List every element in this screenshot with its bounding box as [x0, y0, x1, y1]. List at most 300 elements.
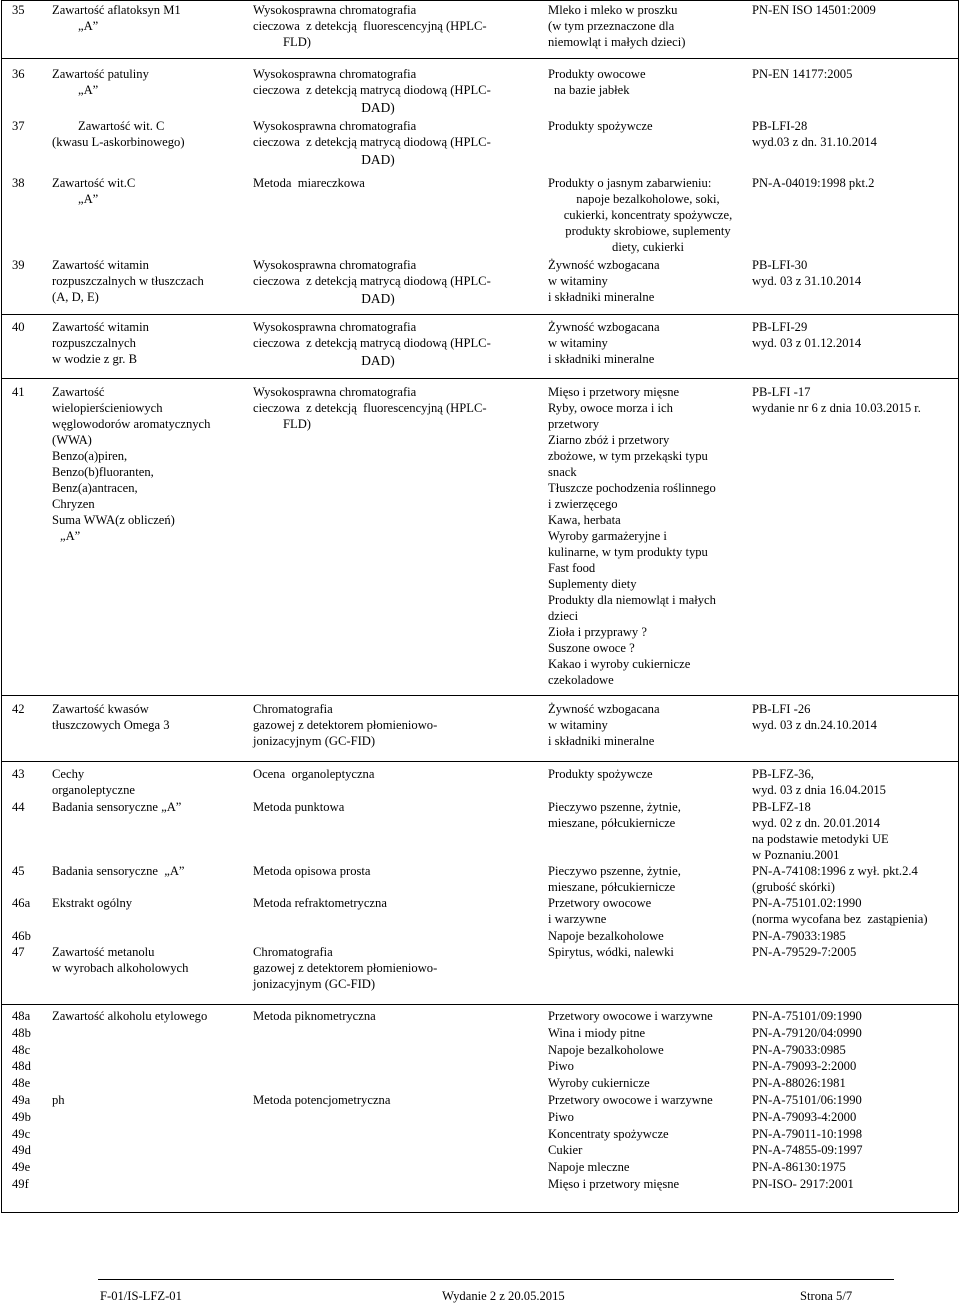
- text-line: Chromatografia: [253, 945, 333, 959]
- text-line: 40: [12, 320, 25, 334]
- text-line: Przetwory owocowe i warzywne: [548, 1009, 713, 1023]
- text-line: wydanie nr 6 z dnia 10.03.2015 r.: [752, 400, 921, 415]
- text-line: w wyrobach alkoholowych: [52, 960, 189, 975]
- text-line: Ziarno zbóż i przetwory: [548, 432, 670, 447]
- text-line: Produkty o jasnym zabarwieniu:: [548, 176, 712, 190]
- row-number: [12, 67, 25, 83]
- matrix-cell: [548, 945, 674, 961]
- matrix-cell: [548, 119, 653, 135]
- text-line: Żywność wzbogacana: [548, 702, 660, 716]
- text-line: PB-LFI-30: [752, 258, 808, 272]
- text-line: Zawartość patuliny: [52, 67, 149, 81]
- standard-cell: [752, 945, 856, 961]
- text-line: przetwory: [548, 416, 600, 431]
- text-line: na bazie jabłek: [554, 82, 630, 97]
- text-line: Ekstrakt ogólny: [52, 896, 133, 910]
- text-line: Ryby, owoce morza i ich: [548, 400, 673, 415]
- text-line: Pieczywo pszenne, żytnie,: [548, 864, 681, 878]
- text-line: 43: [12, 767, 25, 781]
- text-line: 37: [12, 119, 25, 133]
- method-cell: [253, 767, 374, 783]
- text-line: wielopierścieniowych: [52, 400, 163, 415]
- text-line: „A”: [60, 528, 81, 543]
- row-number: [12, 3, 25, 19]
- text-line: cukierki, koncentraty spożywcze,: [563, 207, 733, 222]
- standard-cell: [752, 1143, 863, 1159]
- text-line: Żywność wzbogacana: [548, 258, 660, 272]
- text-line: Produkty dla niemowląt i małych: [548, 592, 716, 607]
- text-line: 46a: [12, 896, 31, 910]
- standard-cell: [752, 1127, 862, 1143]
- text-line: w witaminy: [548, 273, 608, 288]
- text-line: 49e: [12, 1160, 31, 1174]
- method-cell: [253, 67, 503, 116]
- text-line: w Poznaniu.2001: [752, 847, 840, 862]
- text-line: PB-LFI -26: [752, 702, 811, 716]
- parameter-cell: [52, 702, 170, 734]
- text-line: i składniki mineralne: [548, 733, 655, 748]
- text-line: Ocena organoleptyczna: [253, 767, 375, 781]
- parameter-cell: [52, 896, 132, 912]
- text-line: DAD): [361, 290, 395, 306]
- parameter-cell: [52, 385, 210, 545]
- standard-cell: [752, 896, 928, 928]
- text-line: Metoda potencjometryczna: [253, 1093, 391, 1107]
- text-line: cieczowa z detekcją matrycą diodową (HPLC-: [253, 273, 491, 288]
- row-divider: [1, 695, 958, 696]
- text-line: Badania sensoryczne „A”: [52, 800, 182, 814]
- table-border-right: [958, 0, 959, 1212]
- row-number: [12, 1093, 30, 1109]
- text-line: PN-EN 14177:2005: [752, 67, 853, 81]
- text-line: Mięso i przetwory mięsne: [548, 385, 680, 399]
- text-line: i zwierzęcego: [548, 496, 618, 511]
- text-line: Zawartość witamin: [52, 258, 149, 272]
- text-line: Przetwory owocowe i warzywne: [548, 1093, 713, 1107]
- text-line: FLD): [283, 416, 311, 431]
- text-line: 48c: [12, 1043, 31, 1057]
- row-number: [12, 176, 25, 192]
- text-line: Napoje bezalkoholowe: [548, 1043, 664, 1057]
- matrix-cell: [548, 1110, 574, 1126]
- text-line: ph: [52, 1093, 65, 1107]
- method-cell: [253, 3, 487, 51]
- matrix-cell: [548, 385, 716, 689]
- row-number: [12, 1127, 30, 1143]
- text-line: tłuszczowych Omega 3: [52, 717, 170, 732]
- text-line: (w tym przeznaczone dla: [548, 18, 675, 33]
- method-cell: [253, 258, 503, 307]
- text-line: Zawartość kwasów: [52, 702, 149, 716]
- method-cell: [253, 1009, 376, 1025]
- text-line: PN-A-79093-2:2000: [752, 1059, 857, 1073]
- text-line: 38: [12, 176, 25, 190]
- text-line: cieczowa z detekcją matrycą diodową (HPLC-: [253, 335, 491, 350]
- row-number: [12, 1177, 29, 1193]
- text-line: jonizacyjnym (GC-FID): [253, 976, 376, 991]
- matrix-cell: [548, 767, 653, 783]
- row-number: [12, 929, 31, 945]
- text-line: Metoda miareczkowa: [253, 176, 365, 190]
- text-line: i składniki mineralne: [548, 351, 655, 366]
- text-line: 48d: [12, 1059, 31, 1073]
- text-line: 49b: [12, 1110, 31, 1124]
- standard-cell: [752, 1160, 846, 1176]
- text-line: 49d: [12, 1143, 31, 1157]
- row-number: [12, 258, 25, 274]
- text-line: Zioła i przyprawy ?: [548, 624, 647, 639]
- text-line: Napoje mleczne: [548, 1160, 630, 1174]
- standard-cell: [752, 1093, 862, 1109]
- text-line: węglowodorów aromatycznych: [52, 416, 211, 431]
- text-line: 35: [12, 3, 25, 17]
- text-line: FLD): [283, 34, 311, 49]
- text-line: PN-EN ISO 14501:2009: [752, 3, 876, 17]
- method-cell: [253, 896, 387, 912]
- text-line: Benzo(a)piren,: [52, 448, 128, 463]
- parameter-cell: [52, 258, 204, 306]
- text-line: PN-A-86130:1975: [752, 1160, 846, 1174]
- text-line: kulinarne, w tym produkty typu: [548, 544, 708, 559]
- matrix-cell: [548, 1177, 679, 1193]
- text-line: rozpuszczalnych w tłuszczach: [52, 273, 204, 288]
- text-line: 49f: [12, 1177, 29, 1191]
- matrix-cell: [548, 176, 748, 256]
- text-line: Wysokosprawna chromatografia: [253, 385, 417, 399]
- method-cell: [253, 800, 344, 816]
- text-line: wyd. 03 z 01.12.2014: [752, 335, 862, 350]
- text-line: mieszane, półcukiernicze: [548, 815, 676, 830]
- method-cell: [253, 119, 503, 168]
- matrix-cell: [548, 1076, 650, 1092]
- footer-page: Strona 5/7: [800, 1289, 853, 1303]
- text-line: i warzywne: [548, 911, 607, 926]
- text-line: Produkty spożywcze: [548, 119, 653, 133]
- text-line: „A”: [78, 82, 99, 97]
- matrix-cell: [548, 1160, 629, 1176]
- text-line: Benzo(b)fluoranten,: [52, 464, 154, 479]
- text-line: 48e: [12, 1076, 31, 1090]
- text-line: snack: [548, 464, 577, 479]
- text-line: Wyroby garmażeryjne i: [548, 528, 667, 543]
- text-line: (kwasu L-askorbinowego): [52, 134, 185, 149]
- text-line: Metoda piknometryczna: [253, 1009, 376, 1023]
- parameter-cell: [52, 767, 135, 799]
- text-line: cieczowa z detekcją fluorescencyjną (HPLC-: [253, 18, 487, 33]
- text-line: gazowej z detektorem płomieniowo-: [253, 960, 438, 975]
- text-line: na podstawie metodyki UE: [752, 831, 889, 846]
- text-line: Chryzen: [52, 496, 95, 511]
- row-number: [12, 385, 25, 401]
- text-line: cieczowa z detekcją matrycą diodową (HPLC-: [253, 134, 491, 149]
- method-cell: [253, 1093, 390, 1109]
- text-line: Wysokosprawna chromatografia: [253, 258, 417, 272]
- text-line: Przetwory owocowe: [548, 896, 652, 910]
- row-number: [12, 320, 25, 336]
- row-divider: [1, 58, 958, 59]
- text-line: PN-A-88026:1981: [752, 1076, 846, 1090]
- text-line: Napoje bezalkoholowe: [548, 929, 664, 943]
- text-line: Wysokosprawna chromatografia: [253, 67, 417, 81]
- method-cell: [253, 385, 487, 433]
- text-line: 47: [12, 945, 25, 959]
- text-line: 42: [12, 702, 25, 716]
- standard-cell: [752, 258, 861, 290]
- text-line: PB-LFI-28: [752, 119, 808, 133]
- text-line: i składniki mineralne: [548, 289, 655, 304]
- text-line: dzieci: [548, 608, 579, 623]
- table-border-top: [1, 0, 958, 1]
- text-line: w wodzie z gr. B: [52, 351, 137, 366]
- row-number: [12, 896, 30, 912]
- text-line: Mięso i przetwory mięsne: [548, 1177, 680, 1191]
- text-line: Metoda opisowa prosta: [253, 864, 371, 878]
- text-line: „A”: [78, 191, 99, 206]
- text-line: Kawa, herbata: [548, 512, 621, 527]
- text-line: jonizacyjnym (GC-FID): [253, 733, 376, 748]
- standard-cell: [752, 1043, 846, 1059]
- standard-cell: [752, 67, 852, 83]
- text-line: 45: [12, 864, 25, 878]
- text-line: Wina i miody pitne: [548, 1026, 646, 1040]
- table-border-bottom: [1, 1212, 958, 1213]
- row-divider: [1, 1004, 958, 1005]
- text-line: Wysokosprawna chromatografia: [253, 320, 417, 334]
- method-cell: [253, 176, 365, 192]
- matrix-cell: [548, 67, 646, 99]
- text-line: Produkty spożywcze: [548, 767, 653, 781]
- text-line: Suma WWA(z obliczeń): [52, 512, 175, 527]
- row-number: [12, 945, 25, 961]
- text-line: w witaminy: [548, 335, 608, 350]
- standard-cell: [752, 1026, 862, 1042]
- matrix-cell: [548, 320, 660, 368]
- text-line: Zawartość wit.C: [52, 176, 136, 190]
- matrix-cell: [548, 1026, 645, 1042]
- text-line: wyd.03 z dn. 31.10.2014: [752, 134, 877, 149]
- text-line: PB-LFI -17: [752, 385, 811, 399]
- text-line: Kakao i wyroby cukiernicze: [548, 656, 691, 671]
- row-number: [12, 1076, 30, 1092]
- text-line: cieczowa z detekcją fluorescencyjną (HPLC-: [253, 400, 487, 415]
- standard-cell: [752, 1009, 862, 1025]
- row-number: [12, 1043, 30, 1059]
- matrix-cell: [548, 1127, 669, 1143]
- text-line: 49a: [12, 1093, 31, 1107]
- text-line: cieczowa z detekcją matrycą diodową (HPLC-: [253, 82, 491, 97]
- text-line: Badania sensoryczne „A”: [52, 864, 185, 878]
- text-line: Zawartość: [52, 385, 105, 399]
- text-line: 48a: [12, 1009, 31, 1023]
- text-line: PB-LFZ-36,: [752, 767, 814, 781]
- text-line: (grubość skórki): [752, 879, 835, 894]
- text-line: produkty skrobiowe, suplementy: [565, 223, 731, 238]
- text-line: Żywność wzbogacana: [548, 320, 660, 334]
- text-line: czekoladowe: [548, 672, 614, 687]
- text-line: PN-A-79120/04:0990: [752, 1026, 862, 1040]
- text-line: PN-A-75101/09:1990: [752, 1009, 862, 1023]
- matrix-cell: [548, 864, 681, 896]
- text-line: Pieczywo pszenne, żytnie,: [548, 800, 681, 814]
- standard-cell: [752, 1076, 846, 1092]
- matrix-cell: [548, 1143, 582, 1159]
- row-number: [12, 800, 25, 816]
- parameter-cell: [52, 67, 149, 99]
- matrix-cell: [548, 929, 664, 945]
- text-line: Piwo: [548, 1059, 574, 1073]
- matrix-cell: [548, 1059, 574, 1075]
- parameter-cell: [52, 864, 185, 880]
- text-line: PN-A-79093-4:2000: [752, 1110, 857, 1124]
- footer-edition: Wydanie 2 z 20.05.2015: [442, 1289, 565, 1303]
- text-line: diety, cukierki: [612, 239, 684, 254]
- standard-cell: [752, 767, 886, 799]
- row-number: [12, 767, 25, 783]
- text-line: 39: [12, 258, 25, 272]
- row-number: [12, 702, 25, 718]
- text-line: (A, D, E): [52, 289, 99, 304]
- text-line: (norma wycofana bez zastąpienia): [752, 911, 928, 926]
- matrix-cell: [548, 896, 651, 928]
- footer-doc-id: F-01/IS-LFZ-01: [100, 1289, 182, 1303]
- text-line: gazowej z detektorem płomieniowo-: [253, 717, 438, 732]
- text-line: wyd. 03 z dnia 16.04.2015: [752, 782, 886, 797]
- standard-cell: [752, 1059, 856, 1075]
- row-number: [12, 1110, 31, 1126]
- row-number: [12, 1160, 30, 1176]
- standard-cell: [752, 1177, 854, 1193]
- matrix-cell: [548, 1009, 713, 1025]
- text-line: Piwo: [548, 1110, 574, 1124]
- text-line: rozpuszczalnych: [52, 335, 136, 350]
- text-line: Fast food: [548, 560, 596, 575]
- text-line: Cukier: [548, 1143, 583, 1157]
- text-line: Wysokosprawna chromatografia: [253, 119, 417, 133]
- method-cell: [253, 702, 437, 750]
- text-line: PN-A-79529-7:2005: [752, 945, 857, 959]
- text-line: PN-A-79033:1985: [752, 929, 846, 943]
- table-border-left: [1, 0, 2, 1212]
- row-divider: [1, 378, 958, 379]
- text-line: mieszane, półcukiernicze: [548, 879, 676, 894]
- text-line: PN-A-79033:0985: [752, 1043, 846, 1057]
- standard-cell: [752, 702, 877, 734]
- text-line: PB-LFI-29: [752, 320, 808, 334]
- text-line: organoleptyczne: [52, 782, 135, 797]
- footer-rule: [98, 1279, 894, 1280]
- text-line: wyd. 03 z dn.24.10.2014: [752, 717, 877, 732]
- text-line: Zawartość metanolu: [52, 945, 155, 959]
- matrix-cell: [548, 258, 660, 306]
- text-line: DAD): [361, 352, 395, 368]
- text-line: Mleko i mleko w proszku: [548, 3, 678, 17]
- text-line: Cechy: [52, 767, 85, 781]
- row-number: [12, 1059, 31, 1075]
- standard-cell: [752, 320, 861, 352]
- matrix-cell: [548, 800, 681, 832]
- text-line: Chromatografia: [253, 702, 333, 716]
- parameter-cell: [52, 320, 149, 368]
- text-line: Zawartość alkoholu etylowego: [52, 1009, 208, 1023]
- text-line: 49c: [12, 1127, 31, 1141]
- text-line: DAD): [361, 151, 395, 167]
- standard-cell: [752, 176, 874, 192]
- standard-cell: [752, 864, 918, 896]
- text-line: 48b: [12, 1026, 31, 1040]
- text-line: 36: [12, 67, 25, 81]
- text-line: 44: [12, 800, 25, 814]
- text-line: DAD): [361, 99, 395, 115]
- matrix-cell: [548, 1093, 713, 1109]
- parameter-cell: [52, 3, 181, 35]
- matrix-cell: [548, 702, 660, 750]
- method-cell: [253, 945, 437, 993]
- text-line: Zawartość aflatoksyn M1: [52, 3, 181, 17]
- text-line: wyd. 02 z dn. 20.01.2014: [752, 815, 881, 830]
- text-line: PN-A-75101/06:1990: [752, 1093, 862, 1107]
- text-line: PB-LFZ-18: [752, 800, 811, 814]
- text-line: Suplementy diety: [548, 576, 637, 591]
- text-line: Zawartość witamin: [52, 320, 149, 334]
- text-line: PN-ISO- 2917:2001: [752, 1177, 854, 1191]
- text-line: 41: [12, 385, 25, 399]
- parameter-cell: [52, 1009, 207, 1025]
- text-line: zbożowe, w tym przekąski typu: [548, 448, 708, 463]
- parameter-cell: [52, 176, 135, 208]
- text-line: Wysokosprawna chromatografia: [253, 3, 417, 17]
- standard-cell: [752, 800, 889, 864]
- row-divider: [1, 761, 958, 762]
- row-number: [12, 119, 25, 135]
- standard-cell: [752, 385, 921, 417]
- matrix-cell: [548, 3, 685, 51]
- text-line: 46b: [12, 929, 31, 943]
- standard-cell: [752, 1110, 856, 1126]
- text-line: Wyroby cukiernicze: [548, 1076, 650, 1090]
- text-line: w witaminy: [548, 717, 608, 732]
- text-line: Zawartość wit. C: [78, 119, 165, 133]
- standard-cell: [752, 119, 877, 151]
- text-line: Tłuszcze pochodzenia roślinnego: [548, 480, 716, 495]
- text-line: napoje bezalkoholowe, soki,: [576, 191, 720, 206]
- row-number: [12, 1026, 31, 1042]
- text-line: PN-A-74108:1996 z wył. pkt.2.4: [752, 864, 918, 878]
- text-line: Suszone owoce ?: [548, 640, 635, 655]
- parameter-cell: [52, 1093, 65, 1109]
- text-line: wyd. 03 z 31.10.2014: [752, 273, 862, 288]
- row-divider: [1, 314, 958, 315]
- row-number: [12, 1143, 31, 1159]
- parameter-cell: [52, 945, 188, 977]
- text-line: Metoda punktowa: [253, 800, 345, 814]
- text-line: PN-A-75101.02:1990: [752, 896, 862, 910]
- text-line: (WWA): [52, 432, 92, 447]
- method-cell: [253, 864, 371, 880]
- method-cell: [253, 320, 503, 369]
- text-line: Spirytus, wódki, nalewki: [548, 945, 674, 959]
- parameter-cell: [52, 119, 185, 151]
- standard-cell: [752, 929, 846, 945]
- text-line: PN-A-79011-10:1998: [752, 1127, 863, 1141]
- text-line: Koncentraty spożywcze: [548, 1127, 669, 1141]
- row-number: [12, 1009, 30, 1025]
- text-line: Produkty owocowe: [548, 67, 646, 81]
- text-line: Benz(a)antracen,: [52, 480, 138, 495]
- text-line: PN-A-04019:1998 pkt.2: [752, 176, 875, 190]
- text-line: niemowląt i małych dzieci): [548, 34, 686, 49]
- text-line: „A”: [78, 18, 99, 33]
- standard-cell: [752, 3, 876, 19]
